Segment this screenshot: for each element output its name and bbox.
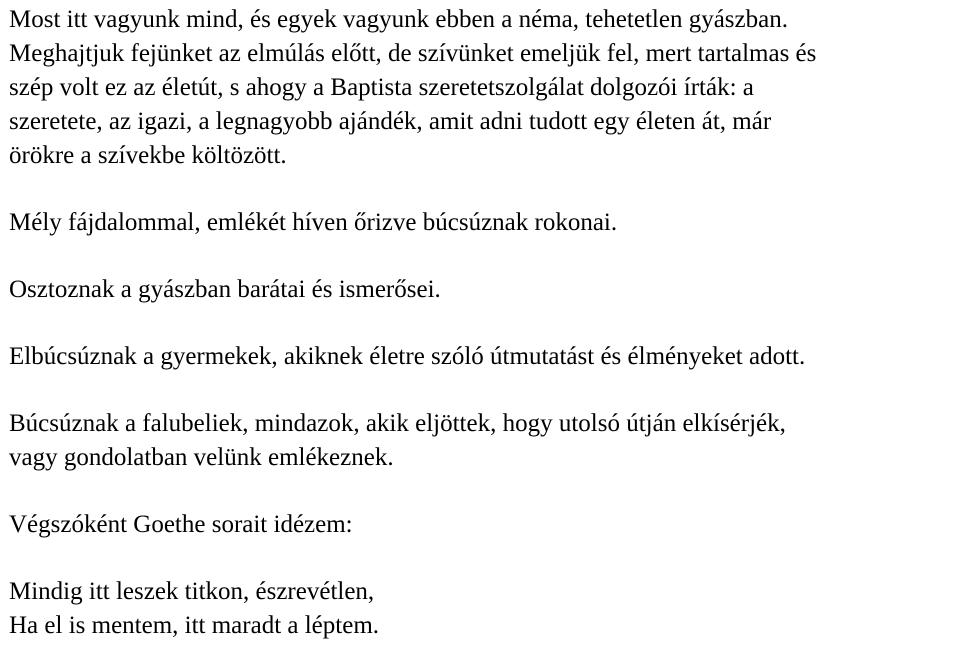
text-line: Osztoznak a gyászban barátai és ismerősei. — [9, 276, 441, 303]
text-line: Elbúcsúznak a gyermekek, akiknek életre szóló útmutatást és élményeket adott. — [9, 343, 806, 370]
text-line: Ha el is mentem, itt maradt a léptem. — [9, 612, 380, 639]
paragraph-children — [9, 340, 956, 374]
text-line: Mindig itt leszek titkon, észrevétlen, — [9, 578, 375, 605]
text-line: vagy gondolatban velünk emlékeznek. — [9, 444, 394, 471]
text-line: Meghajtjuk fejünket az elmúlás előtt, de szívünket emeljük fel, mert tartalmas és — [9, 40, 817, 67]
text-line: szép volt ez az életút, s ahogy a Baptista szeretetszolgálat dolgozói írták: a — [9, 74, 754, 101]
paragraph-quote — [9, 575, 956, 643]
text-line: Mély fájdalommal, emlékét híven őrizve búcsúznak rokonai. — [9, 209, 618, 236]
text-line: szeretete, az igazi, a legnagyobb ajándék, amit adni tudott egy életen át, már — [9, 108, 772, 135]
text-line: örökre a szívekbe költözött. — [9, 142, 287, 169]
paragraph-quote-intro — [9, 508, 956, 542]
text-line: Végszóként Goethe sorait idézem: — [9, 511, 353, 538]
paragraph-mourning — [9, 3, 956, 173]
text-line: Most itt vagyunk mind, és egyek vagyunk ebben a néma, tehetetlen gyászban. — [9, 6, 788, 33]
text-line: Búcsúznak a falubeliek, mindazok, akik eljöttek, hogy utolsó útján elkísérjék, — [9, 410, 786, 437]
paragraph-friends — [9, 273, 956, 307]
paragraph-relatives — [9, 206, 956, 240]
paragraph-villagers — [9, 407, 956, 475]
